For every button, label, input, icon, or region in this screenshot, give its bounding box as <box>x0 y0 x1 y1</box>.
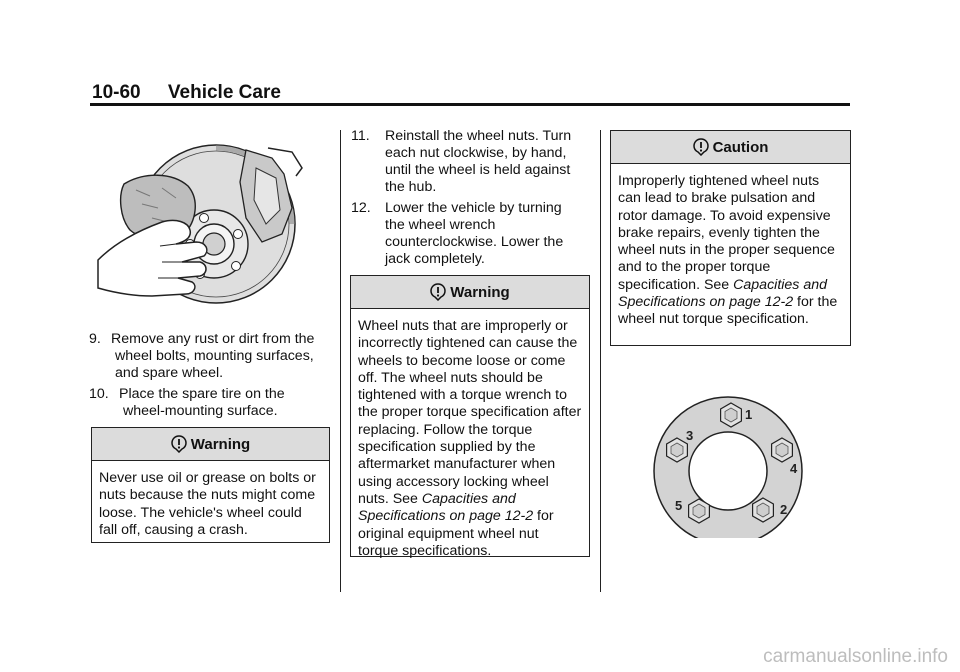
page-number: 10-60 <box>92 82 141 103</box>
step-text-line1: Lower the vehicle by turning <box>385 200 562 216</box>
caution-box <box>610 130 851 346</box>
lug-label-3: 3 <box>686 428 694 443</box>
lug-label-1: 1 <box>745 407 753 422</box>
caution-header <box>611 131 850 164</box>
step-text-rest: each nut clockwise, by hand, until the wheel is held against the hub. <box>385 145 571 195</box>
lug-label-4: 4 <box>790 461 798 476</box>
column-divider-right <box>600 130 601 592</box>
watermark: carmanualsonline.info <box>763 646 948 667</box>
caution-body-text: Improperly tightened wheel nuts can lead to brake pulsation and rotor damage. To avoid expensive brake repairs, evenly tighten the wheel nuts in the proper sequence and to the proper torque specification. See <box>618 173 835 293</box>
cross-reference-link: Capacities and Specifications on page 12-2 <box>618 276 828 311</box>
brake-hub-illustration <box>96 138 328 316</box>
warning-icon <box>430 283 446 301</box>
warning-body-text: Wheel nuts that are improperly or incorrectly tightened can cause the wheels to become loose or come off. The wheel nuts should be tightened with a torque wrench to the proper torque specification after replacing. Follow the torque specification supplied by the aftermarket manufacturer when using accessory locking wheel nuts. See <box>358 318 582 507</box>
warning-title: Warning <box>190 435 251 453</box>
caution-icon <box>693 138 709 156</box>
caution-body-text-end: for the wheel nut torque specification. <box>618 294 838 328</box>
step-text-rest: the wheel wrench counterclockwise. Lower the jack completely. <box>385 217 564 267</box>
step-text-rest: wheel-mounting surface. <box>123 403 278 419</box>
step-11 <box>351 128 591 196</box>
lug-nut-sequence-illustration <box>648 396 808 538</box>
step-text-line1: Remove any rust or dirt from the <box>111 331 315 347</box>
lug-label-5: 5 <box>675 498 683 513</box>
warning-header <box>92 428 329 461</box>
header-rule <box>90 103 850 106</box>
cross-reference-link: Capacities and Specifications on page 12-2 <box>358 490 534 525</box>
step-10 <box>89 386 329 420</box>
lug-nut-sequence-icon <box>648 396 808 538</box>
page-header <box>92 82 281 104</box>
step-12 <box>351 200 591 268</box>
warning-title: Warning <box>450 283 510 301</box>
step-text-line1: Reinstall the wheel nuts. Turn <box>385 128 572 144</box>
lug-label-2: 2 <box>780 502 788 517</box>
warning-icon <box>171 435 187 453</box>
section-title: Vehicle Care <box>167 82 281 103</box>
warning-header <box>351 276 589 309</box>
step-number: 10. <box>89 386 109 402</box>
caution-title: Caution <box>712 138 769 156</box>
warning-body: Never use oil or grease on bolts or nuts because the nuts might come loose. The vehicle's wheel could fall off, causing a crash. <box>99 470 316 538</box>
warning-body <box>351 309 589 568</box>
step-number: 11. <box>351 128 370 144</box>
warning-body-text-end: for original equipment wheel nut torque specifications. <box>358 508 554 559</box>
column-divider-left <box>340 130 341 592</box>
step-number: 12. <box>351 200 371 216</box>
step-text-line1: Place the spare tire on the <box>119 386 285 402</box>
wheel-hub-cleaning-icon <box>96 138 328 316</box>
warning-box-oil-grease <box>91 427 330 543</box>
step-9 <box>89 331 329 382</box>
caution-body <box>611 164 850 337</box>
step-number: 9. <box>89 331 101 347</box>
warning-box-wheel-nuts <box>350 275 590 557</box>
step-text-rest: wheel bolts, mounting surfaces, and spare wheel. <box>115 348 314 381</box>
